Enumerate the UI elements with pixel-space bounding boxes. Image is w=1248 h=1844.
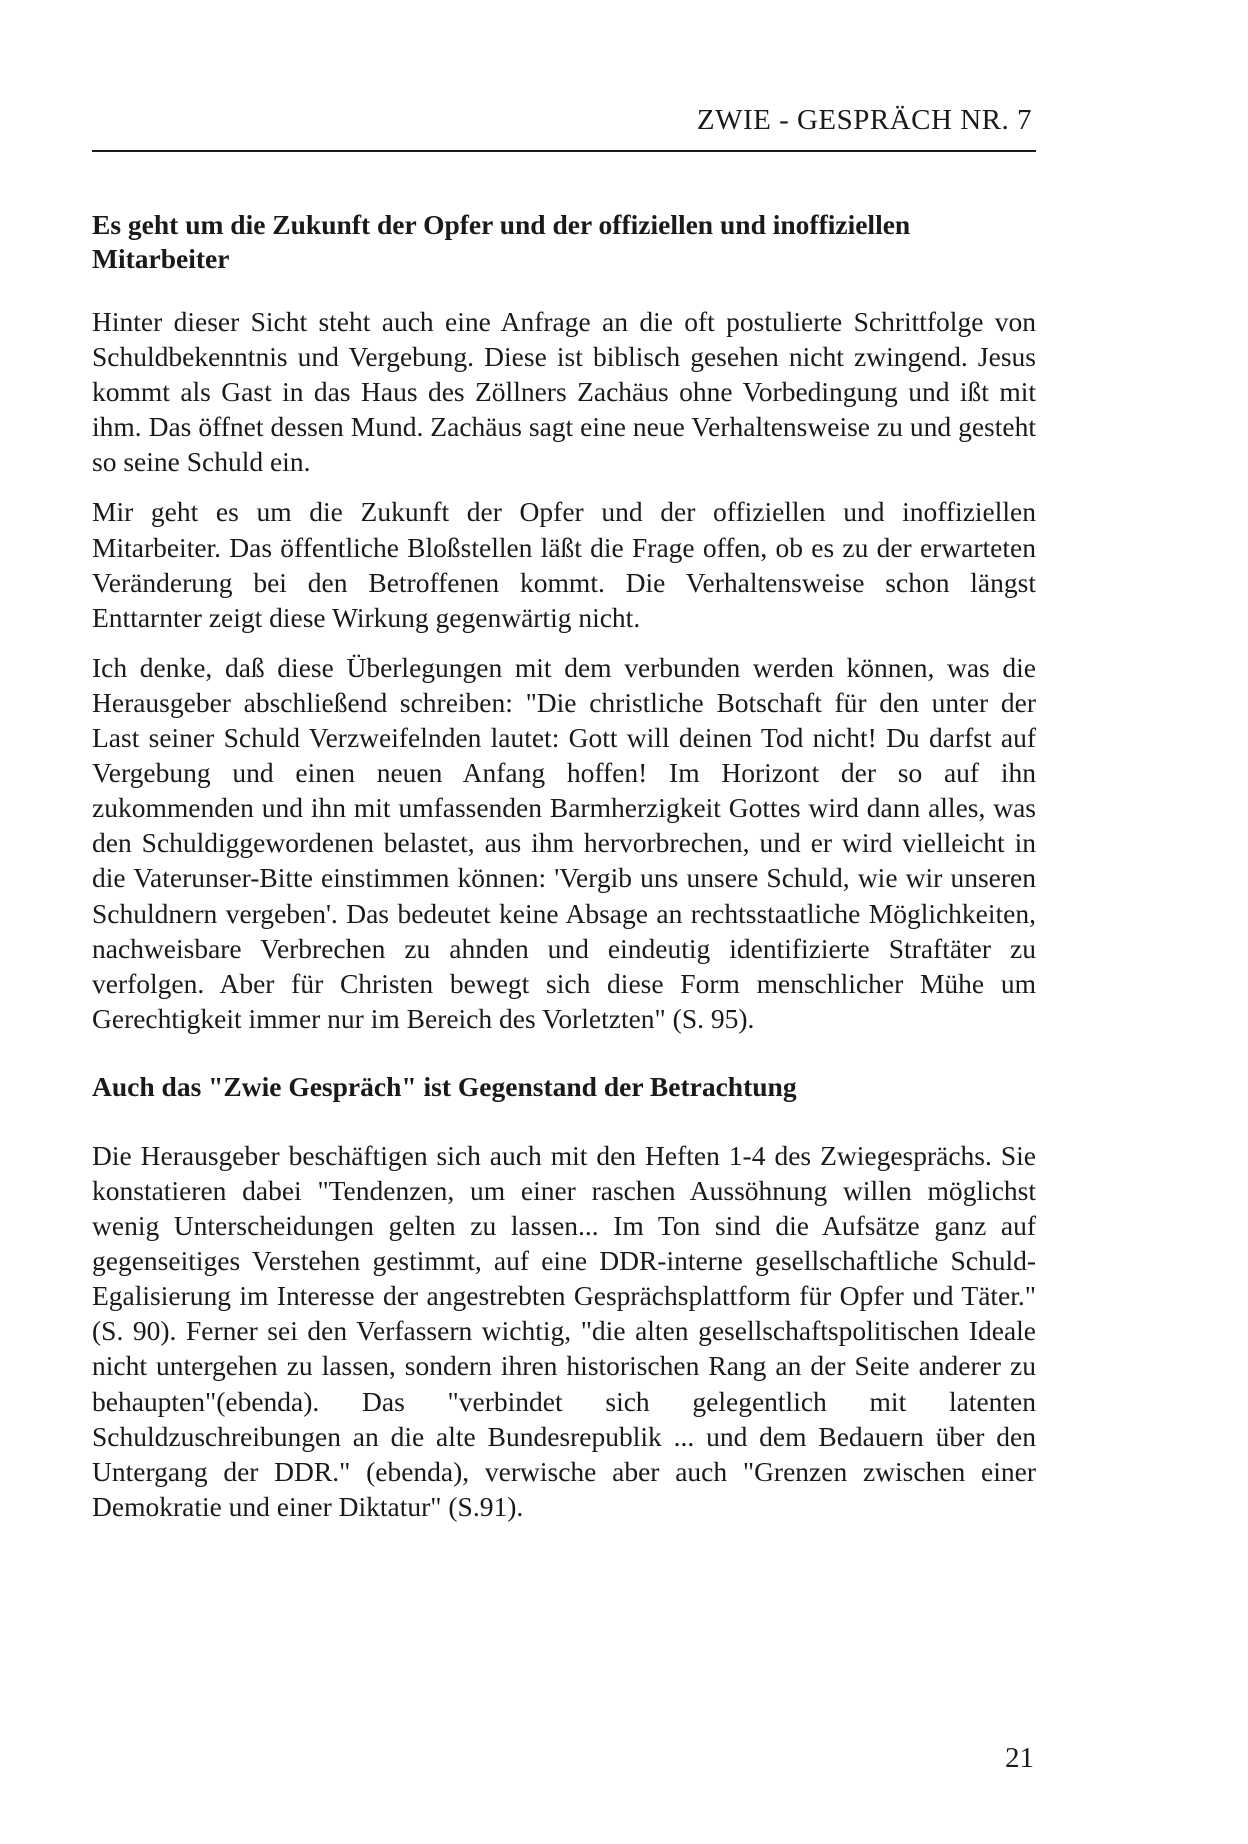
paragraph: Die Herausgeber beschäftigen sich auch mit den Heften 1-4 des Zwiegesprächs. Sie konstatieren dabei "Tendenzen, um einer raschen Aussöhnung willen möglichst wenig Unterscheidungen gelten zu lassen... Im Ton sind die Aufsätze ganz auf gegenseitiges Verstehen gestimmt, auf eine DDR-interne gesellschaftliche Schuld-Egalisierung im Interesse der angestrebten Gesprächsplattform für Opfer und Täter."(S. 90). Ferner sei den Verfassern wichtig, "die alten gesellschaftspolitischen Ideale nicht untergehen zu lassen, sondern ihren historischen Rang an der Seite anderer zu behaupten"(ebenda). Das "verbindet sich gelegentlich mit latenten Schuldzuschreibungen an die alte Bundesrepublik ... und dem Bedauern über den Untergang der DDR." (ebenda), verwische aber auch "Grenzen zwischen einer Demokratie und einer Diktatur" (S.91). (92, 1139, 1036, 1522)
header-rule (92, 150, 1036, 152)
running-header: ZWIE - GESPRÄCH NR. 7 (696, 104, 1032, 136)
section-heading: Auch das "Zwie Gespräch" ist Gegenstand der Betrachtung (92, 1070, 797, 1102)
page-number: 21 (1005, 1742, 1034, 1774)
section-heading: Es geht um die Zukunft der Opfer und der offiziellen und inoffiziellen Mitarbeiter (92, 209, 911, 274)
paragraph: Ich denke, daß diese Überlegungen mit dem verbunden werden können, was die Herausgeber abschließend schreiben: "Die christliche Botschaft für den unter der Last seiner Schuld Verzweifelnden lautet: Gott will deinen Tod nicht! Du darfst auf Vergebung und einen neuen Anfang hoffen! Im Horizont der so auf ihn zukommenden und ihn mit umfassenden Barmherzigkeit Gottes wird dann alles, was den Schuldiggewordenen belastet, aus ihm hervorbrechen, und er wird vielleicht in die Vaterunser-Bitte einstimmen können: 'Vergib uns unsere Schuld, wie wir unseren Schuldnern vergeben'. Das bedeutet keine Absage an rechtsstaatliche Möglichkeiten, nachweisbare Verbrechen zu ahnden und eindeutig identifizierte Straftäter zu verfolgen. Aber für Christen bewegt sich diese Form menschlicher Mühe um Gerechtigkeit immer nur im Bereich des Vorletzten" (S. 95). (92, 651, 1036, 1034)
section-zwie-gespraech (92, 1070, 1036, 1524)
section-opfer-mitarbeiter (92, 208, 1036, 1036)
paragraph: Hinter dieser Sicht steht auch eine Anfrage an die oft postulierte Schrittfolge von Schuldbekenntnis und Vergebung. Diese ist biblisch gesehen nicht zwingend. Jesus kommt als Gast in das Haus des Zöllners Zachäus ohne Vorbedingung und ißt mit ihm. Das öffnet dessen Mund. Zachäus sagt eine neue Verhaltensweise zu und gesteht so seine Schuld ein. (92, 306, 1036, 478)
paragraph: Mir geht es um die Zukunft der Opfer und der offiziellen und inoffiziellen Mitarbeiter. Das öffentliche Bloßstellen läßt die Frage offen, ob es zu der erwarteten Veränderung bei den Betroffenen kommt. Die Verhaltensweise schon längst Enttarnter zeigt diese Wirkung gegenwärtig nicht. (92, 496, 1036, 633)
page-content (92, 208, 1036, 1539)
